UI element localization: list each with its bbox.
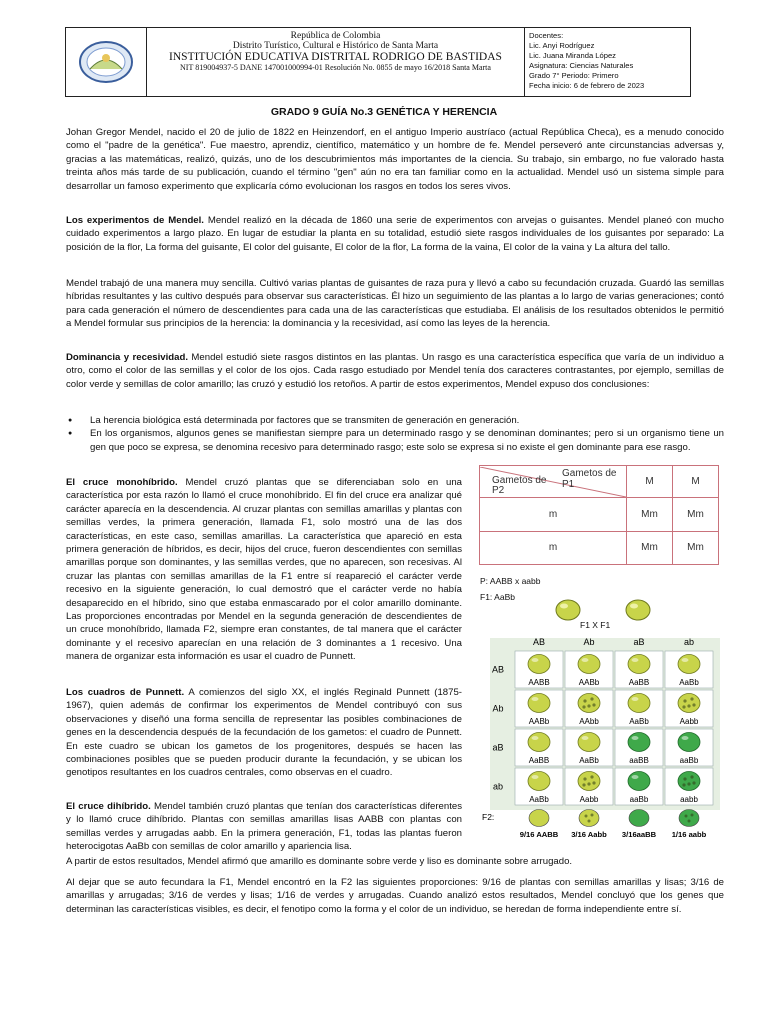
seed-wrinkle-mark (590, 775, 593, 778)
seed-wrinkle-mark (583, 777, 586, 780)
docente-1: Lic. Anyi Rodríguez (529, 41, 595, 50)
f1-seed-icon (626, 600, 650, 620)
smooth-seed-icon (529, 810, 549, 827)
seed-wrinkle-mark (591, 814, 594, 817)
gametos-table (479, 465, 719, 565)
seed-highlight (532, 697, 539, 701)
punnett-column-header: Ab (583, 637, 595, 647)
seed-highlight (632, 697, 639, 701)
f1-cross-label: F1 X F1 (580, 620, 611, 630)
punnett-text: A comienzos del siglo XX, el inglés Reginald Punnett (1875-1967), quien además de confirmar los experimentos de Mendel contribuyó con sus observaciones y diseñó una forma sencilla de representar las posibles combinaciones de genes en la descendencia después de la fecundación de los gametos: el cuadro de Punnett. En este cuadro se ubican los gametos de los progenitores, después se hacen las combinaciones posibles que se pueden producir durante la fecundación, y se ubican los genotipos resultantes en los cuadros centrales, como observas en el cuadro. (66, 687, 462, 779)
experimentos-paragraph (66, 214, 724, 254)
punnett-column-header: aB (633, 637, 645, 647)
conclusions-list (66, 414, 724, 454)
punnett-genotype: AaBB (528, 756, 550, 765)
f1-genotype: F1: AaBb (480, 592, 515, 602)
seed-wrinkle-mark (692, 703, 695, 706)
f2-label: F2: (482, 812, 495, 822)
seed-wrinkle-mark (692, 781, 695, 784)
conclusion-1: A partir de estos resultados, Mendel afirmó que amarillo es dominante sobre verde y liso es dominante sobre arrugado. (66, 856, 573, 867)
seed-highlight (632, 736, 639, 740)
school-logo (66, 28, 147, 96)
seed-wrinkle-mark (588, 820, 591, 823)
gametos-header-cell: M (673, 466, 719, 498)
seed-wrinkle-mark (587, 704, 590, 707)
seed-wrinkle-mark (683, 777, 686, 780)
smooth-seed-icon (678, 733, 700, 752)
seed-wrinkle-mark (685, 815, 688, 818)
smooth-seed-icon (578, 655, 600, 674)
punnett-row-label: AB (491, 664, 505, 675)
seed-wrinkle-mark (687, 704, 690, 707)
smooth-seed-icon (628, 655, 650, 674)
docente-2: Lic. Juana Miranda López (529, 51, 616, 60)
punnett-genotype: AABb (578, 678, 600, 687)
dihibrido-heading: El cruce dihíbrido. (66, 801, 151, 812)
punnett-grid (474, 632, 724, 842)
punnett-genotype: Aabb (579, 795, 599, 804)
dihybrid-punnett-figure (474, 572, 724, 842)
seed-wrinkle-mark (690, 775, 693, 778)
smooth-seed-icon (628, 772, 650, 791)
docentes-block (525, 28, 690, 96)
seed-highlight (582, 658, 589, 662)
seed-wrinkle-mark (682, 705, 685, 708)
punnett-genotype: aaBb (629, 795, 649, 804)
intro-paragraph: Johan Gregor Mendel, nacido el 20 de julio de 1822 en Heinzendorf, en el antiguo Imperio austríaco (actual República Checa), es a menudo conocido como el "padre de la genética". Fue maestro, aprendiz, científico, matemático y un hombre de fe. Mendel perseveró ante circunstancias adversas y, gracias a las matemáticas, realizó, quizás, uno de los descubrimientos más importantes de la ciencia. Su trabajo, sin embargo, no fue valorado hasta treinta años más tarde de su publicación, cuando el término "gen" aún no era tan familiar como en la actualidad. Mendel usó un sistema simple para desarrollar un famoso experimento que explicaría cómo evolucionan los rasgos en todos los seres vivos. (66, 127, 724, 192)
wrinkled-seed-icon (679, 810, 699, 827)
school-crest-icon (76, 39, 136, 85)
wrinkled-seed-icon (578, 772, 600, 791)
seed-wrinkle-mark (590, 697, 593, 700)
punnett-genotype: AAbb (579, 717, 599, 726)
document-header (65, 27, 691, 97)
punnett-column-header: AB (532, 637, 546, 647)
punnett-genotype: AaBB (628, 678, 650, 687)
smooth-seed-icon (678, 655, 700, 674)
wrinkled-seed-icon (579, 810, 599, 827)
f2-ratio: 9/16 AABB (519, 830, 559, 839)
docentes-label: Docentes: (529, 31, 564, 40)
smooth-seed-icon (628, 694, 650, 713)
smooth-seed-icon (629, 810, 649, 827)
asignatura: Asignatura: Ciencias Naturales (529, 61, 634, 70)
seed-highlight (632, 658, 639, 662)
dihibrido-text: Mendel también cruzó plantas que tenían dos características diferentes y lo llamó cruce dihíbrido. Plantas con semillas amarillas lisas AABB con plantas con semillas verdes y arrugadas aabb. En la primera generación, F1, todas las plantas fueron heterocigotas AaBb con semillas de color amarillo y apariencia lisa. (66, 801, 462, 853)
smooth-seed-icon (528, 733, 550, 752)
smooth-seed-icon (528, 694, 550, 713)
seed-wrinkle-mark (688, 820, 691, 823)
seed-wrinkle-mark (583, 699, 586, 702)
wrinkled-seed-icon (678, 694, 700, 713)
wrinkled-seed-icon (578, 694, 600, 713)
f2-ratio: 1/16 aabb (671, 830, 707, 839)
smooth-seed-icon (528, 655, 550, 674)
smooth-seed-icon (528, 772, 550, 791)
punnett-column-header: ab (683, 637, 695, 647)
punnett-row-label: aB (492, 742, 504, 753)
district-text: Distrito Turístico, Cultural e Histórico de Santa Marta (232, 41, 439, 51)
punnett-genotype: aaBb (679, 756, 699, 765)
dihibrido-paragraph (66, 800, 462, 854)
seed-highlight (682, 736, 689, 740)
dominancia-paragraph (66, 351, 724, 391)
wrinkled-seed-icon (678, 772, 700, 791)
republic-text: República de Colombia (290, 31, 381, 41)
f2-ratio: 3/16aaBB (621, 830, 657, 839)
monohibrido-text: Mendel cruzó plantas que se diferenciaban solo en una característica por esta razón lo llamó el cruce monohíbrido. El fin del cruce era analizar qué carácter aparecía en la descendencia. Al cruzar plantas con semillas amarillas y plantas con semillas verdes, la primera generación, llamada F1, solo mostró una de las dos características, en este caso, semillas amarillas. La característica que apareció en esta primera generación de híbridos, es decir, hijos del cruce, fueron descendientes con semillas amarillas porque son dominantes, y las semillas verdes, que no aparecen, son recesivas. Al cruzar las plantas con semillas amarillas de la F1 entre sí reapareció el carácter verde recesivo en la siguiente generación, lo cual demostró que el carácter verde no había desaparecido en el híbrido, sino que estaba enmascarado por el color amarillo dominante. Las proporciones encontradas por Mendel en la segunda generación de descendientes de un cruce monohíbrido, llamada F2, siempre eran constantes, de tal manera que el carácter dominante y el recesivo aparecían en una relación de 3 dominantes a 1 recesivo. Una manera de organizar esta información es usar el cuadro de Punnett. (66, 477, 463, 663)
punnett-genotype: AABB (528, 678, 550, 687)
seed-wrinkle-mark (592, 703, 595, 706)
smooth-seed-icon (628, 733, 650, 752)
seed-highlight (682, 658, 689, 662)
conclusion-2: Al dejar que se auto fecundara la F1, Mendel encontró en la F2 las siguientes proporciones: 9/16 de plantas con semillas amarillas y lisas; 3/16 de amarillas y arrugadas; 3/16 de verdes y lisas; 1/16 de verdes y arrugadas. Cuando analizó estos resultados, Mendel concluyó que los genes que determinan las características visibles, es decir, el fenotipo como la forma y el color de un individuo, se heredan de forma independiente entre sí. (66, 877, 724, 915)
institution-name: INSTITUCIÓN EDUCATIVA DISTRITAL RODRIGO DE BASTIDAS (169, 51, 502, 63)
seed-highlight (532, 775, 539, 779)
punnett-paragraph (66, 686, 462, 780)
punnett-heading: Los cuadros de Punnett. (66, 687, 185, 698)
dominancia-heading: Dominancia y recesividad. (66, 352, 189, 363)
list-item: ● La herencia biológica está determinada por factores que se transmiten de generación en generación. (66, 414, 724, 427)
dominancia-text: Mendel estudió siete rasgos distintos en las plantas. Un rasgo es una característica específica que varía de un individuo a otro, como el color de las semillas y el color de los ojos. Cada rasgo estudiado por Mendel tenía dos caracteres contrastantes, por ejemplo, semillas de color verde y semillas de color amarillo; las cruzó y estudió los retoños. A partir de estos experimentos, Mendel expuso dos conclusiones: (66, 352, 725, 390)
monohibrido-heading: El cruce monohíbrido. (66, 477, 178, 488)
punnett-genotype: AaBb (629, 717, 649, 726)
seed-wrinkle-mark (687, 782, 690, 785)
seed-wrinkle-mark (585, 815, 588, 818)
fecha-inicio: Fecha inicio: 6 de febrero de 2023 (529, 81, 645, 90)
gametos-p2-label: Gametos de P2 (492, 474, 547, 496)
f2-ratio: 3/16 Aabb (571, 830, 607, 839)
seed-highlight (582, 736, 589, 740)
gametos-cell: Mm (673, 498, 719, 532)
seed-highlight (532, 658, 539, 662)
list-item: ● En los organismos, algunos genes se manifiestan siempre para un determinado rasgo y se denominan dominantes; pero si un organismo tiene un gen que poco se expresa, se denomina recesivo para determinado rasgo; este solo se expresa si no existe el gen dominante para ese rasgo. (66, 427, 724, 454)
gametos-cell: Mm (627, 498, 673, 532)
trabajo-paragraph: Mendel trabajó de una manera muy sencilla. Cultivó varias plantas de guisantes de raza pura y llevó a cabo su fecundación cruzada. Guardó las semillas híbridas resultantes y las cultivo después para observar sus características. Él hizo un seguimiento de las plantas a lo largo de varias generaciones; contó para cada generación el número de descendientes para cada una de las características que estudiaba. El análisis de los resultados obtenidos le permitió a Mendel formular sus principios de la herencia: la dominancia y la recesividad, así como las leyes de la herencia. (66, 278, 724, 330)
seed-wrinkle-mark (683, 699, 686, 702)
punnett-genotype: Aabb (679, 717, 699, 726)
gametos-cell: Mm (673, 531, 719, 565)
seed-wrinkle-mark (691, 814, 694, 817)
punnett-genotype: AaBb (579, 756, 599, 765)
seed-wrinkle-mark (587, 782, 590, 785)
punnett-genotype: aabb (680, 795, 698, 804)
gametos-row-label: m (480, 531, 627, 565)
seed-wrinkle-mark (682, 783, 685, 786)
experimentos-text: Mendel realizó en la década de 1860 una serie de experimentos con arvejas o guisantes. Mendel planeó con mucho cuidado experimentos a largo plazo. En lugar de estudiar la planta en su totalidad, estudió siete rasgos individuales de los guisantes por separado: La posición de la flor, La forma del guisante, El color del guisante, El color de la flor, La forma de la vaina, El color de la vaina y La altura del tallo. (66, 215, 725, 253)
punnett-genotype: AaBb (679, 678, 699, 687)
page-title: GRADO 9 GUÍA No.3 GENÉTICA Y HERENCIA (270, 106, 498, 118)
grado: Grado 7° Periodo: Primero (529, 71, 619, 80)
gametos-p1-label: Gametos de P1 (562, 467, 617, 490)
seed-wrinkle-mark (690, 697, 693, 700)
punnett-genotype: AaBb (529, 795, 549, 804)
gametos-corner-cell (480, 466, 627, 498)
nit-text: NIT 819004937-5 DANE 147001000994-01 Resolución No. 0855 de mayo 16/2018 Santa Marta (180, 63, 491, 72)
gametos-cell: Mm (627, 531, 673, 565)
parental-cross: P: AABB x aabb (480, 576, 541, 586)
seed-wrinkle-mark (592, 781, 595, 784)
punnett-row-label: Ab (492, 703, 504, 714)
punnett-row-label: ab (492, 781, 504, 792)
seed-wrinkle-mark (582, 705, 585, 708)
monohibrido-paragraph (66, 476, 462, 664)
seed-highlight (532, 736, 539, 740)
seed-highlight (632, 775, 639, 779)
punnett-genotype: AABb (528, 717, 550, 726)
seed-wrinkle-mark (582, 783, 585, 786)
punnett-genotype: aaBB (629, 756, 649, 765)
f1-seed-icon (556, 600, 580, 620)
gametos-header-cell: M (627, 466, 673, 498)
institution-block (147, 28, 525, 96)
experimentos-heading: Los experimentos de Mendel. (66, 215, 204, 226)
smooth-seed-icon (578, 733, 600, 752)
gametos-row-label: m (480, 498, 627, 532)
